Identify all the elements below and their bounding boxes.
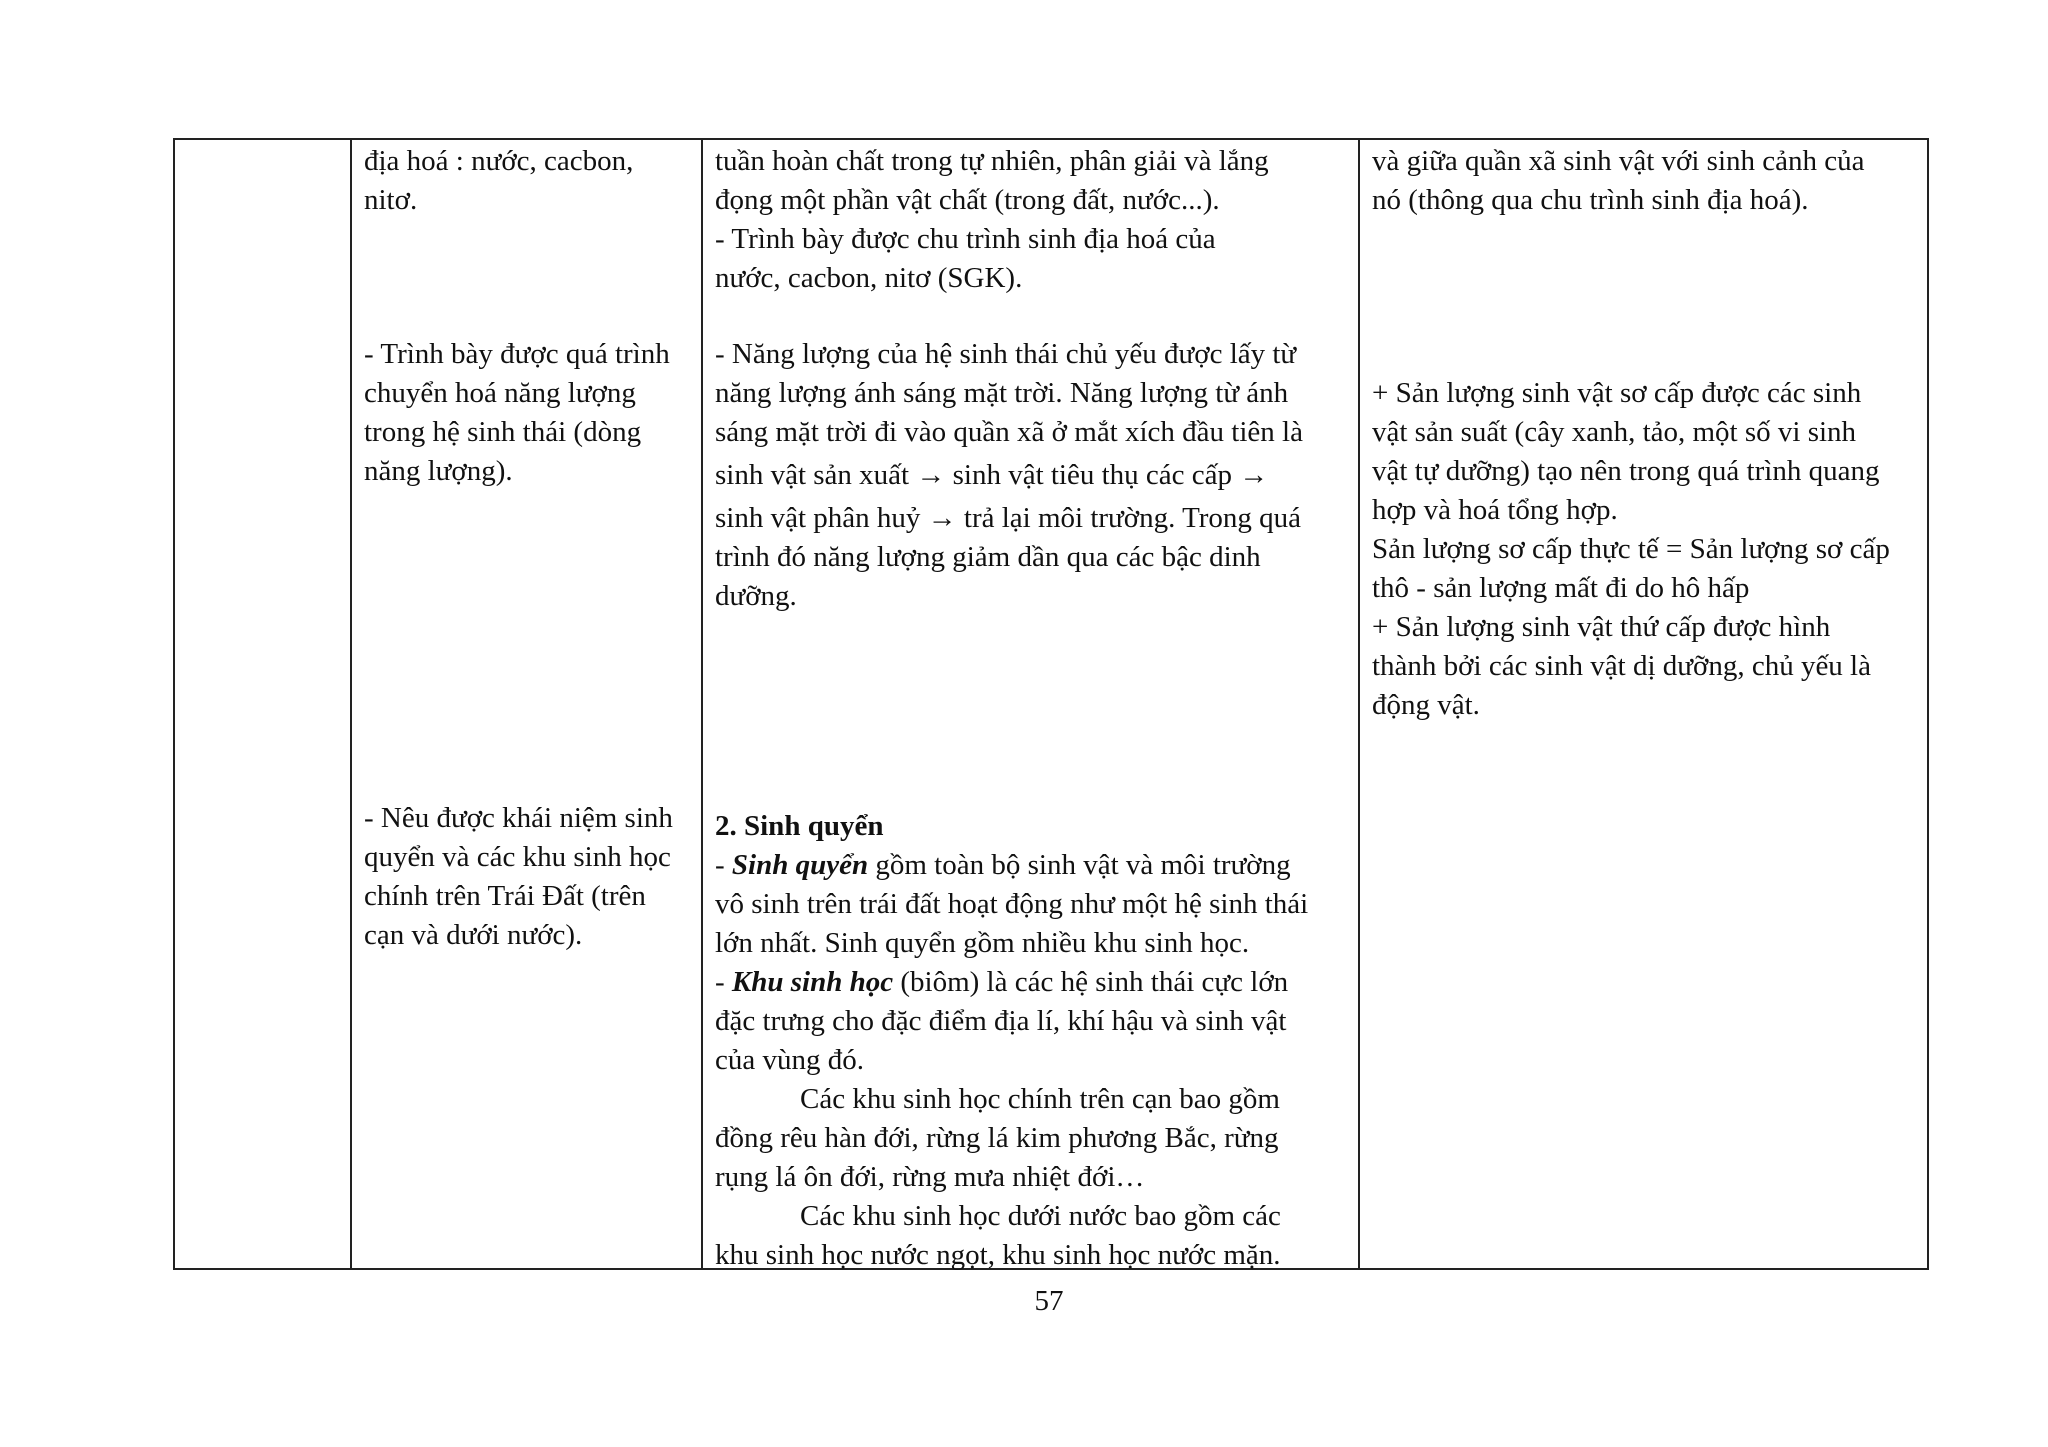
table-cell-notes xyxy=(1359,139,1928,1269)
section-heading: 2. Sinh quyển xyxy=(715,810,884,842)
page-number: 57 xyxy=(1034,1285,1064,1317)
table-cell-requirements xyxy=(351,139,702,1269)
content-energy: - Năng lượng của hệ sinh thái chủ yếu được lấy từ năng lượng ánh sáng mặt trời. Năng lượng từ ánh sáng mặt trời đi vào quần xã ở mắt xích đầu tiên là sinh vật sản xuất → sinh vật tiêu thụ các cấp → sinh vật phân huỷ → trả lại môi trường. Trong quá trình đó năng lượng giảm dần qua các bậc dinh dưỡng. xyxy=(715,338,1303,612)
content-cycle: tuần hoàn chất trong tự nhiên, phân giải và lắng đọng một phần vật chất (trong đất, nước...). - Trình bày được chu trình sinh địa hoá của nước, cacbon, nitơ (SGK). xyxy=(715,145,1269,294)
requirement-energy-flow: - Trình bày được quá trình chuyển hoá năng lượng trong hệ sinh thái (dòng năng lượng). xyxy=(364,338,670,487)
notes-cycle: và giữa quần xã sinh vật với sinh cảnh của nó (thông qua chu trình sinh địa hoá). xyxy=(1372,145,1865,216)
term-khu-sinh-hoc: Khu sinh học xyxy=(731,966,894,998)
curriculum-table xyxy=(173,138,1929,1270)
table-cell-topic xyxy=(174,139,351,1269)
requirement-biogeochemical: địa hoá : nước, cacbon, nitơ. xyxy=(364,145,634,216)
table-cell-content xyxy=(702,139,1359,1269)
content-biosphere: 2. Sinh quyển - Sinh quyển gồm toàn bộ sinh vật và môi trường vô sinh trên trái đất hoạt động như một hệ sinh thái lớn nhất. Sinh quyển gồm nhiều khu sinh học. - Khu sinh học (biôm) là các hệ sinh thái cực lớn đặc trưng cho đặc điểm địa lí, khí hậu và sinh vật của vùng đó. Các khu sinh học chính trên cạn bao gồm đồng rêu hàn đới, rừng lá kim phương Bắc, rừng rụng lá ôn đới, rừng mưa nhiệt đới… Các khu sinh học dưới nước bao gồm các khu sinh học nước ngọt, khu sinh học nước mặn. xyxy=(715,807,1308,1275)
table-row xyxy=(174,139,1928,1269)
notes-production: + Sản lượng sinh vật sơ cấp được các sinh vật sản suất (cây xanh, tảo, một số vi sinh vật tự dưỡng) tạo nên trong quá trình quang hợp và hoá tổng hợp. Sản lượng sơ cấp thực tế = Sản lượng sơ cấp thô - sản lượng mất đi do hô hấp + Sản lượng sinh vật thứ cấp được hình thành bởi các sinh vật dị dưỡng, chủ yếu là động vật. xyxy=(1372,377,1890,721)
term-sinh-quyen: Sinh quyển xyxy=(731,849,869,881)
requirement-biosphere: - Nêu được khái niệm sinh quyển và các khu sinh học chính trên Trái Đất (trên cạn và dưới nước). xyxy=(364,802,673,951)
